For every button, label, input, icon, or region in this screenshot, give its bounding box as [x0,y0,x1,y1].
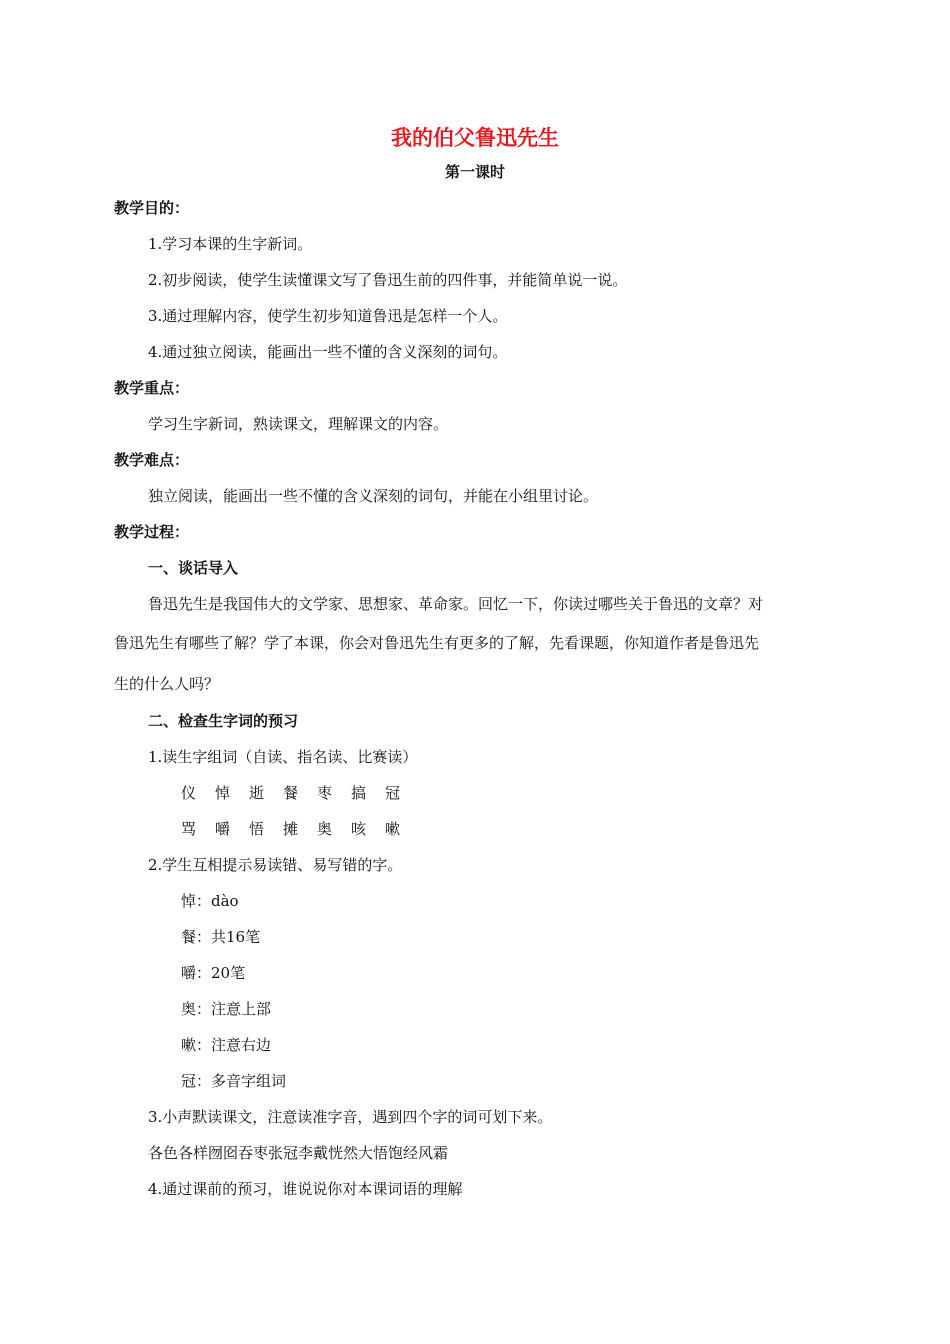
char: 咳 [351,820,367,838]
section2-step-3: 3.小声默读课文，注意读准字音，遇到四个字的词可划下来。 [148,1108,553,1126]
difficulties-text: 独立阅读，能画出一些不懂的含义深刻的词句，并能在小组里讨论。 [148,487,599,505]
char: 冠 [385,784,401,802]
char: 奥 [317,820,333,838]
section2-heading: 二、检查生字词的预习 [148,712,299,730]
idioms-line: 各色各样囫囵吞枣张冠李戴恍然大悟饱经风霜 [148,1144,449,1162]
objectives-heading: 教学目的： [114,199,190,217]
objective-item-3: 3.通过理解内容，使学生初步知道鲁迅是怎样一个人。 [148,307,508,325]
chars-row-2 [181,819,419,839]
char: 嚼 [215,820,231,838]
section2-step-2: 2.学生互相提示易读错、易写错的字。 [148,856,403,874]
chars-row-1 [181,783,419,803]
section2-step-1: 1.读生字组词（自读、指名读、比赛读） [148,748,418,766]
difficulties-heading: 教学难点： [114,451,190,469]
section1-line-2: 鲁迅先生有哪些了解？学了本课，你会对鲁迅先生有更多的了解，先看课题，你知道作者是鲁迅先 [114,634,760,652]
char: 嗽 [385,820,401,838]
char: 摊 [283,820,299,838]
char: 搞 [351,784,367,802]
tip-item: 餐：共16笔 [181,928,261,946]
tip-item: 悼：dào [181,892,239,910]
tip-item: 嚼：20笔 [181,964,246,982]
section2-step-4: 4.通过课前的预习，谁说说你对本课词语的理解 [148,1180,463,1198]
char: 悟 [249,820,265,838]
char: 枣 [317,784,333,802]
section1-heading: 一、谈话导入 [148,559,239,577]
char: 仪 [181,784,197,802]
objective-item-2: 2.初步阅读，使学生读懂课文写了鲁迅生前的四件事，并能简单说一说。 [148,271,628,289]
document-title: 我的伯父鲁迅先生 [391,126,559,150]
objective-item-4: 4.通过独立阅读，能画出一些不懂的含义深刻的词句。 [148,343,508,361]
char: 骂 [181,820,197,838]
section1-line-3: 生的什么人吗？ [114,675,220,693]
char: 餐 [283,784,299,802]
tip-item: 嗽：注意右边 [181,1036,272,1054]
objective-item-1: 1.学习本课的生字新词。 [148,235,313,253]
char: 逝 [249,784,265,802]
key-points-text: 学习生字新词，熟读课文，理解课文的内容。 [148,415,449,433]
tip-item: 奥：注意上部 [181,1000,272,1018]
char: 悼 [215,784,231,802]
process-heading: 教学过程： [114,523,190,541]
section1-line-1: 鲁迅先生是我国伟大的文学家、思想家、革命家。回忆一下，你读过哪些关于鲁迅的文章？对 [148,595,764,613]
key-points-heading: 教学重点： [114,379,190,397]
document-subtitle: 第一课时 [444,163,505,181]
tip-item: 冠：多音字组词 [181,1072,287,1090]
